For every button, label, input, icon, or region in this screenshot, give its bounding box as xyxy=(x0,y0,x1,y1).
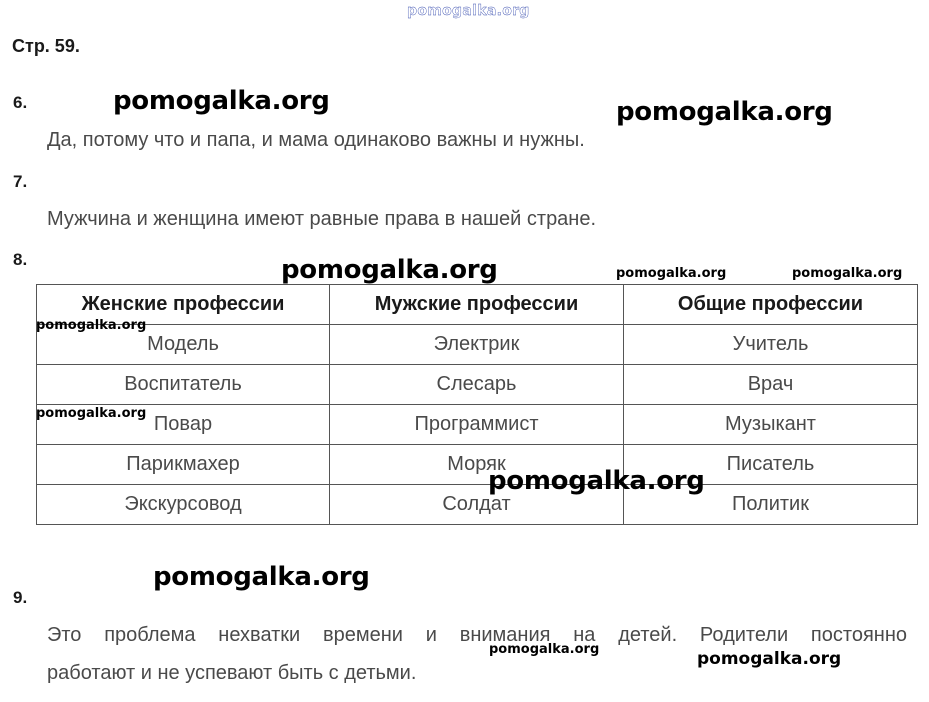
table-row xyxy=(37,365,918,405)
task-9-number: 9. xyxy=(13,588,28,607)
watermark: pomogalka.org xyxy=(616,266,727,281)
watermark: pomogalka.org xyxy=(488,466,705,496)
table-cell: Парикмахер xyxy=(37,445,330,485)
table-cell: Воспитатель xyxy=(37,365,330,405)
table-header-row xyxy=(37,285,918,325)
table-row xyxy=(37,485,918,525)
watermark: pomogalka.org xyxy=(36,406,147,421)
watermark: pomogalka.org xyxy=(697,649,842,669)
watermark: pomogalka.org xyxy=(153,562,370,592)
task-9-answer-line-1: Это проблема нехватки времени и внимания на детей. Родители постоянно xyxy=(47,624,907,646)
table-header-cell: Мужские профессии xyxy=(330,285,624,325)
task-7-number: 7. xyxy=(13,172,28,191)
watermark: pomogalka.org xyxy=(616,97,833,127)
task-7-answer: Мужчина и женщина имеют равные права в нашей стране. xyxy=(47,208,597,230)
table-cell: Моряк xyxy=(330,445,624,485)
table-cell: Врач xyxy=(624,365,918,405)
table-header-cell: Женские профессии xyxy=(37,285,330,325)
table-cell: Слесарь xyxy=(330,365,624,405)
task-8-number: 8. xyxy=(13,250,28,269)
table-cell: Солдат xyxy=(330,485,624,525)
table-row xyxy=(37,445,918,485)
table-row xyxy=(37,405,918,445)
table-cell: Программист xyxy=(330,405,624,445)
task-6-answer: Да, потому что и папа, и мама одинаково важны и нужны. xyxy=(47,129,585,151)
table-cell: Повар xyxy=(37,405,330,445)
table-row xyxy=(37,325,918,365)
task-9-answer-line-2: работают и не успевают быть с детьми. xyxy=(47,662,417,684)
table-cell: Учитель xyxy=(624,325,918,365)
watermark: pomogalka.org xyxy=(36,318,147,333)
table-header-cell: Общие профессии xyxy=(624,285,918,325)
table-cell: Музыкант xyxy=(624,405,918,445)
table-cell: Модель xyxy=(37,325,330,365)
watermark: pomogalka.org xyxy=(281,255,498,285)
table-cell: Экскурсовод xyxy=(37,485,330,525)
watermark: pomogalka.org xyxy=(792,266,903,281)
watermark-top: pomogalka.org xyxy=(407,3,530,19)
watermark: pomogalka.org xyxy=(489,642,600,657)
table-cell: Писатель xyxy=(624,445,918,485)
table-cell: Электрик xyxy=(330,325,624,365)
watermark: pomogalka.org xyxy=(113,86,330,116)
professions-table xyxy=(36,284,918,525)
table-cell: Политик xyxy=(624,485,918,525)
page-heading: Стр. 59. xyxy=(12,36,80,56)
task-6-number: 6. xyxy=(13,93,28,112)
